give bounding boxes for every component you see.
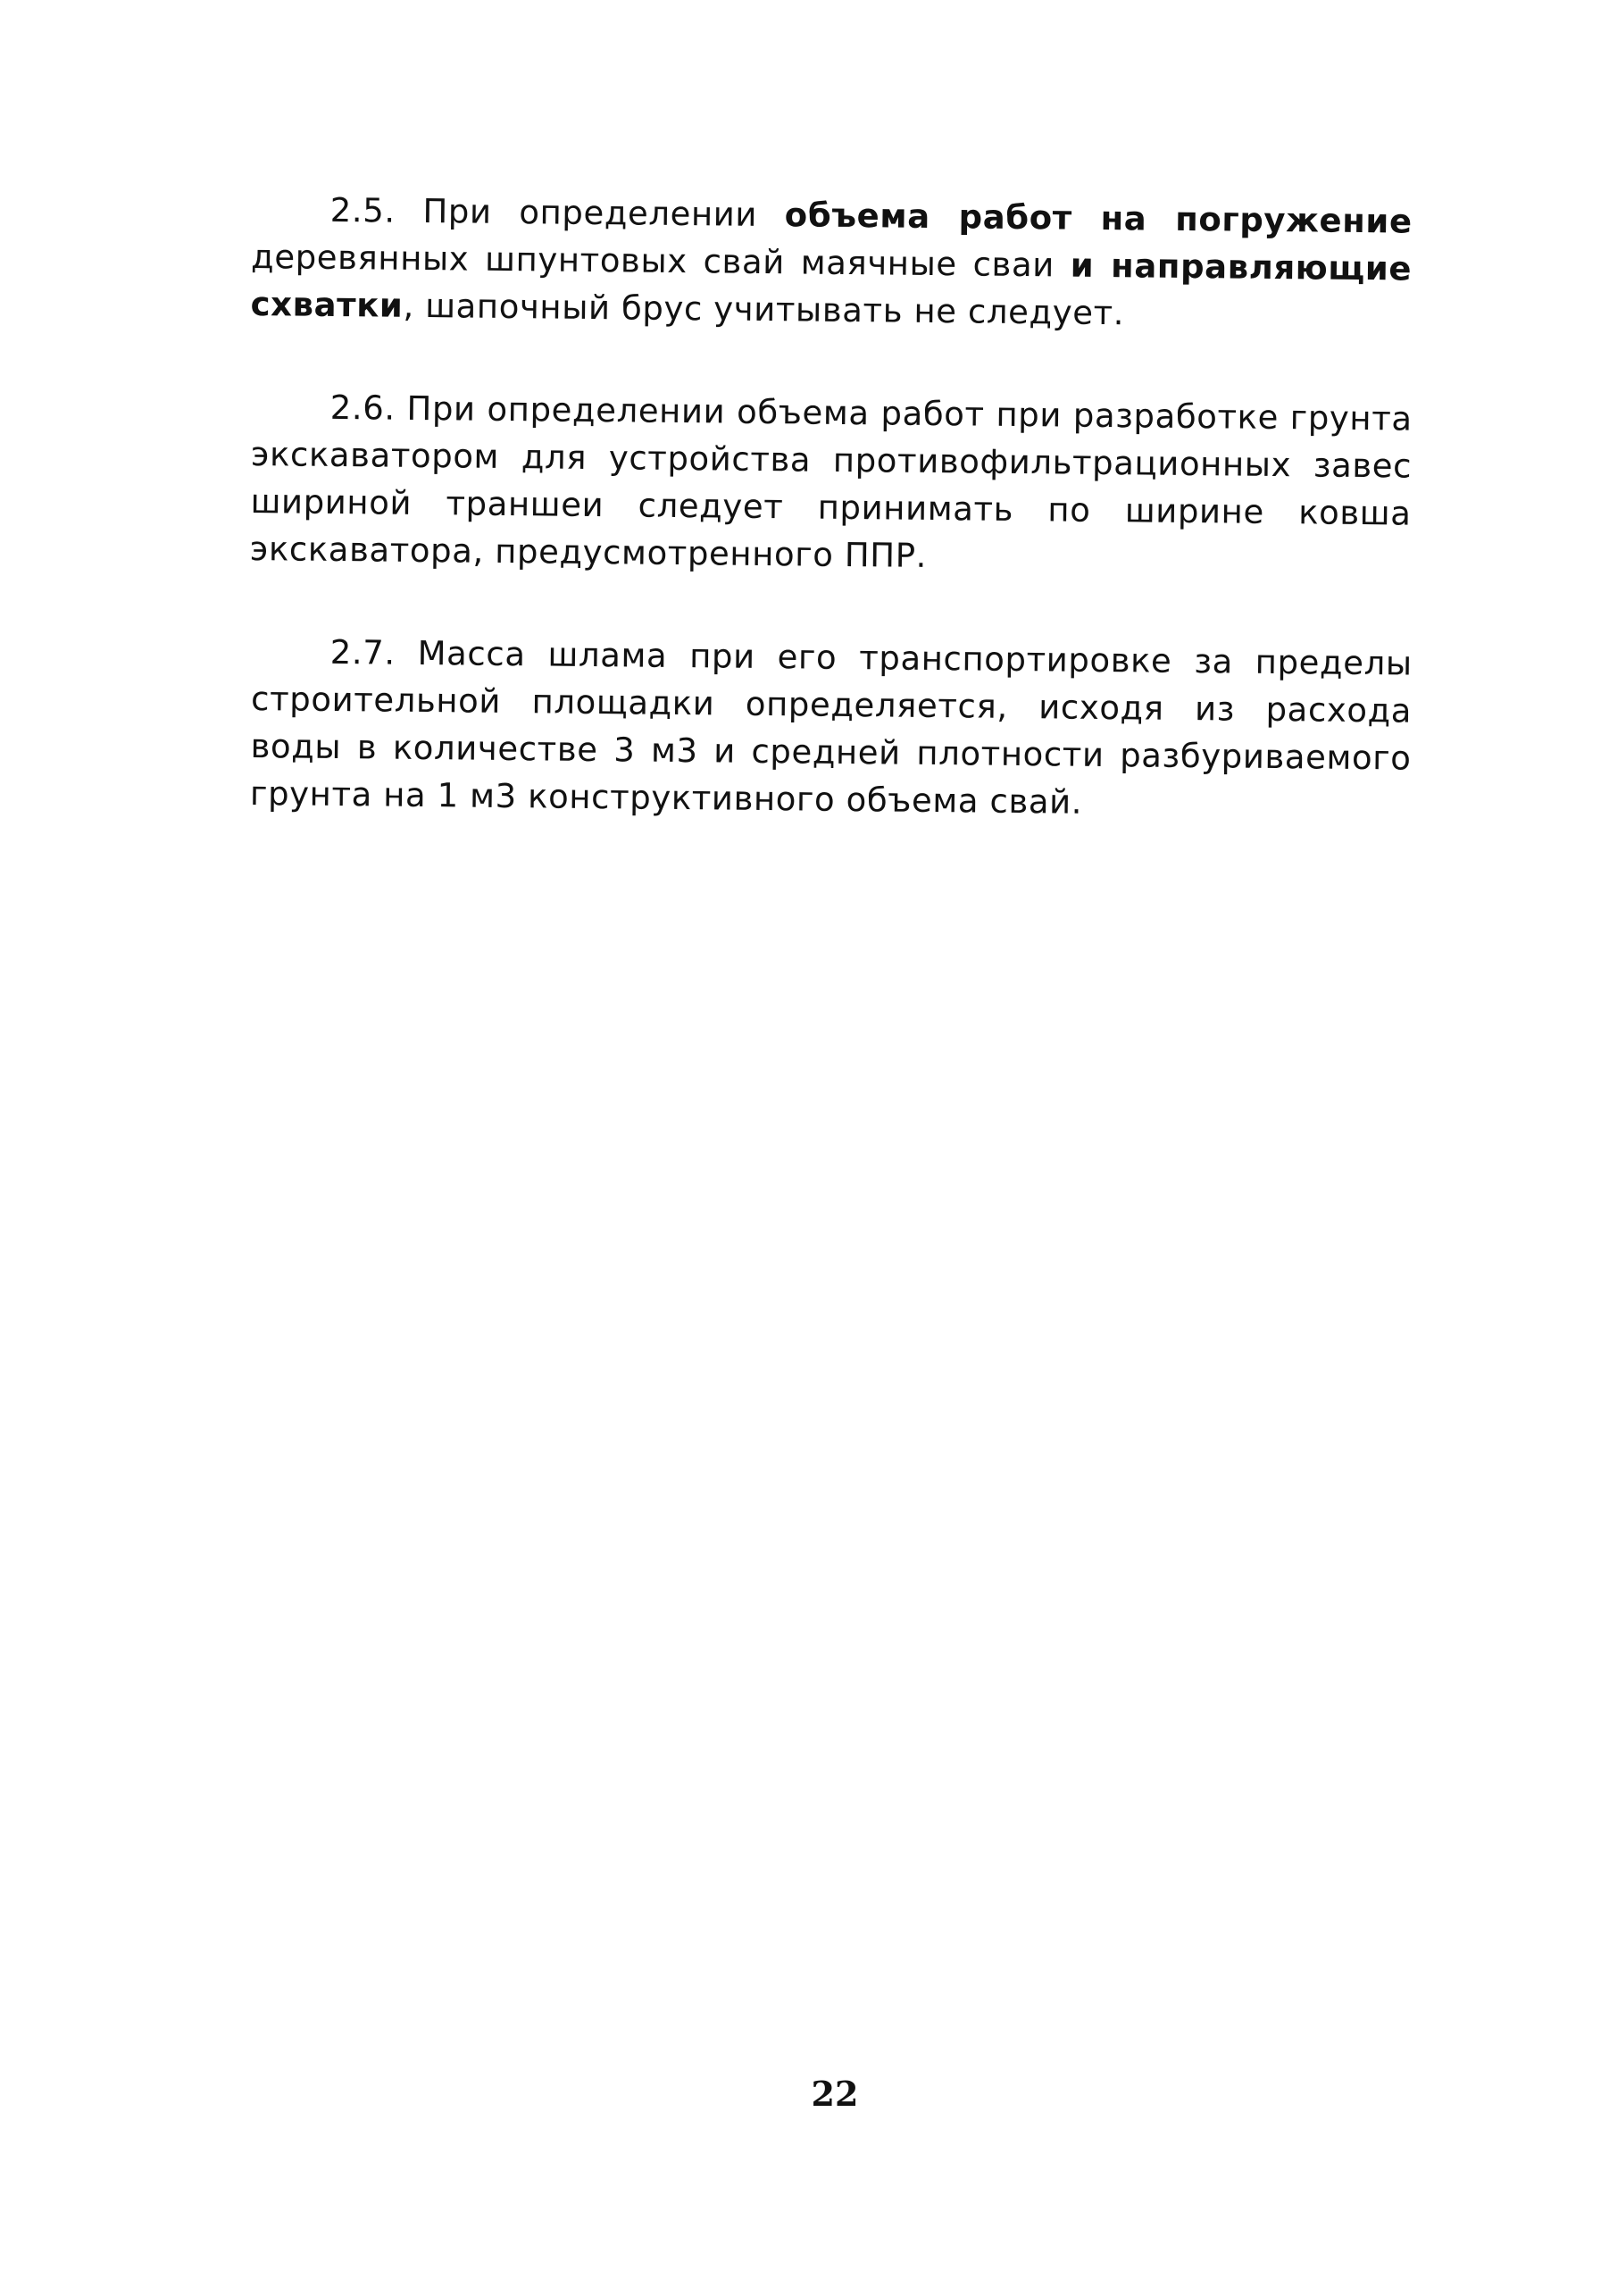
paragraph-2-7 [250,628,1413,830]
paragraph-2-6 [250,383,1413,585]
page-number: 22 [811,2074,859,2114]
paragraph-bold-text: объема работ на погружение [784,196,1413,241]
paragraph-text: 2.6. При определении объема работ при разработке грунта экскаватором для устройства противофильтрационных завес шириной траншеи следует принимать по ширине ковша экскаватора, предусмотренного ППР. [249,388,1413,575]
paragraph-text: деревянных шпунтовых свай маячные сваи [250,237,1071,285]
paragraph-bold-text: и направляющие схватки [250,246,1413,325]
document-body [249,186,1413,872]
paragraph-text: 2.7. Масса шлама при его транспортировке за пределы строительной площадки определяется, исходя из расхода воды в количестве 3 м3 и средней плотности разбуриваемого грунта на 1 м3 конструктивного объема свай. [249,632,1413,822]
paragraph-2-5 [250,186,1413,340]
paragraph-text: , шапочный брус учитывать не следует. [403,286,1125,333]
paragraph-text: 2.5. При определении [329,190,786,235]
